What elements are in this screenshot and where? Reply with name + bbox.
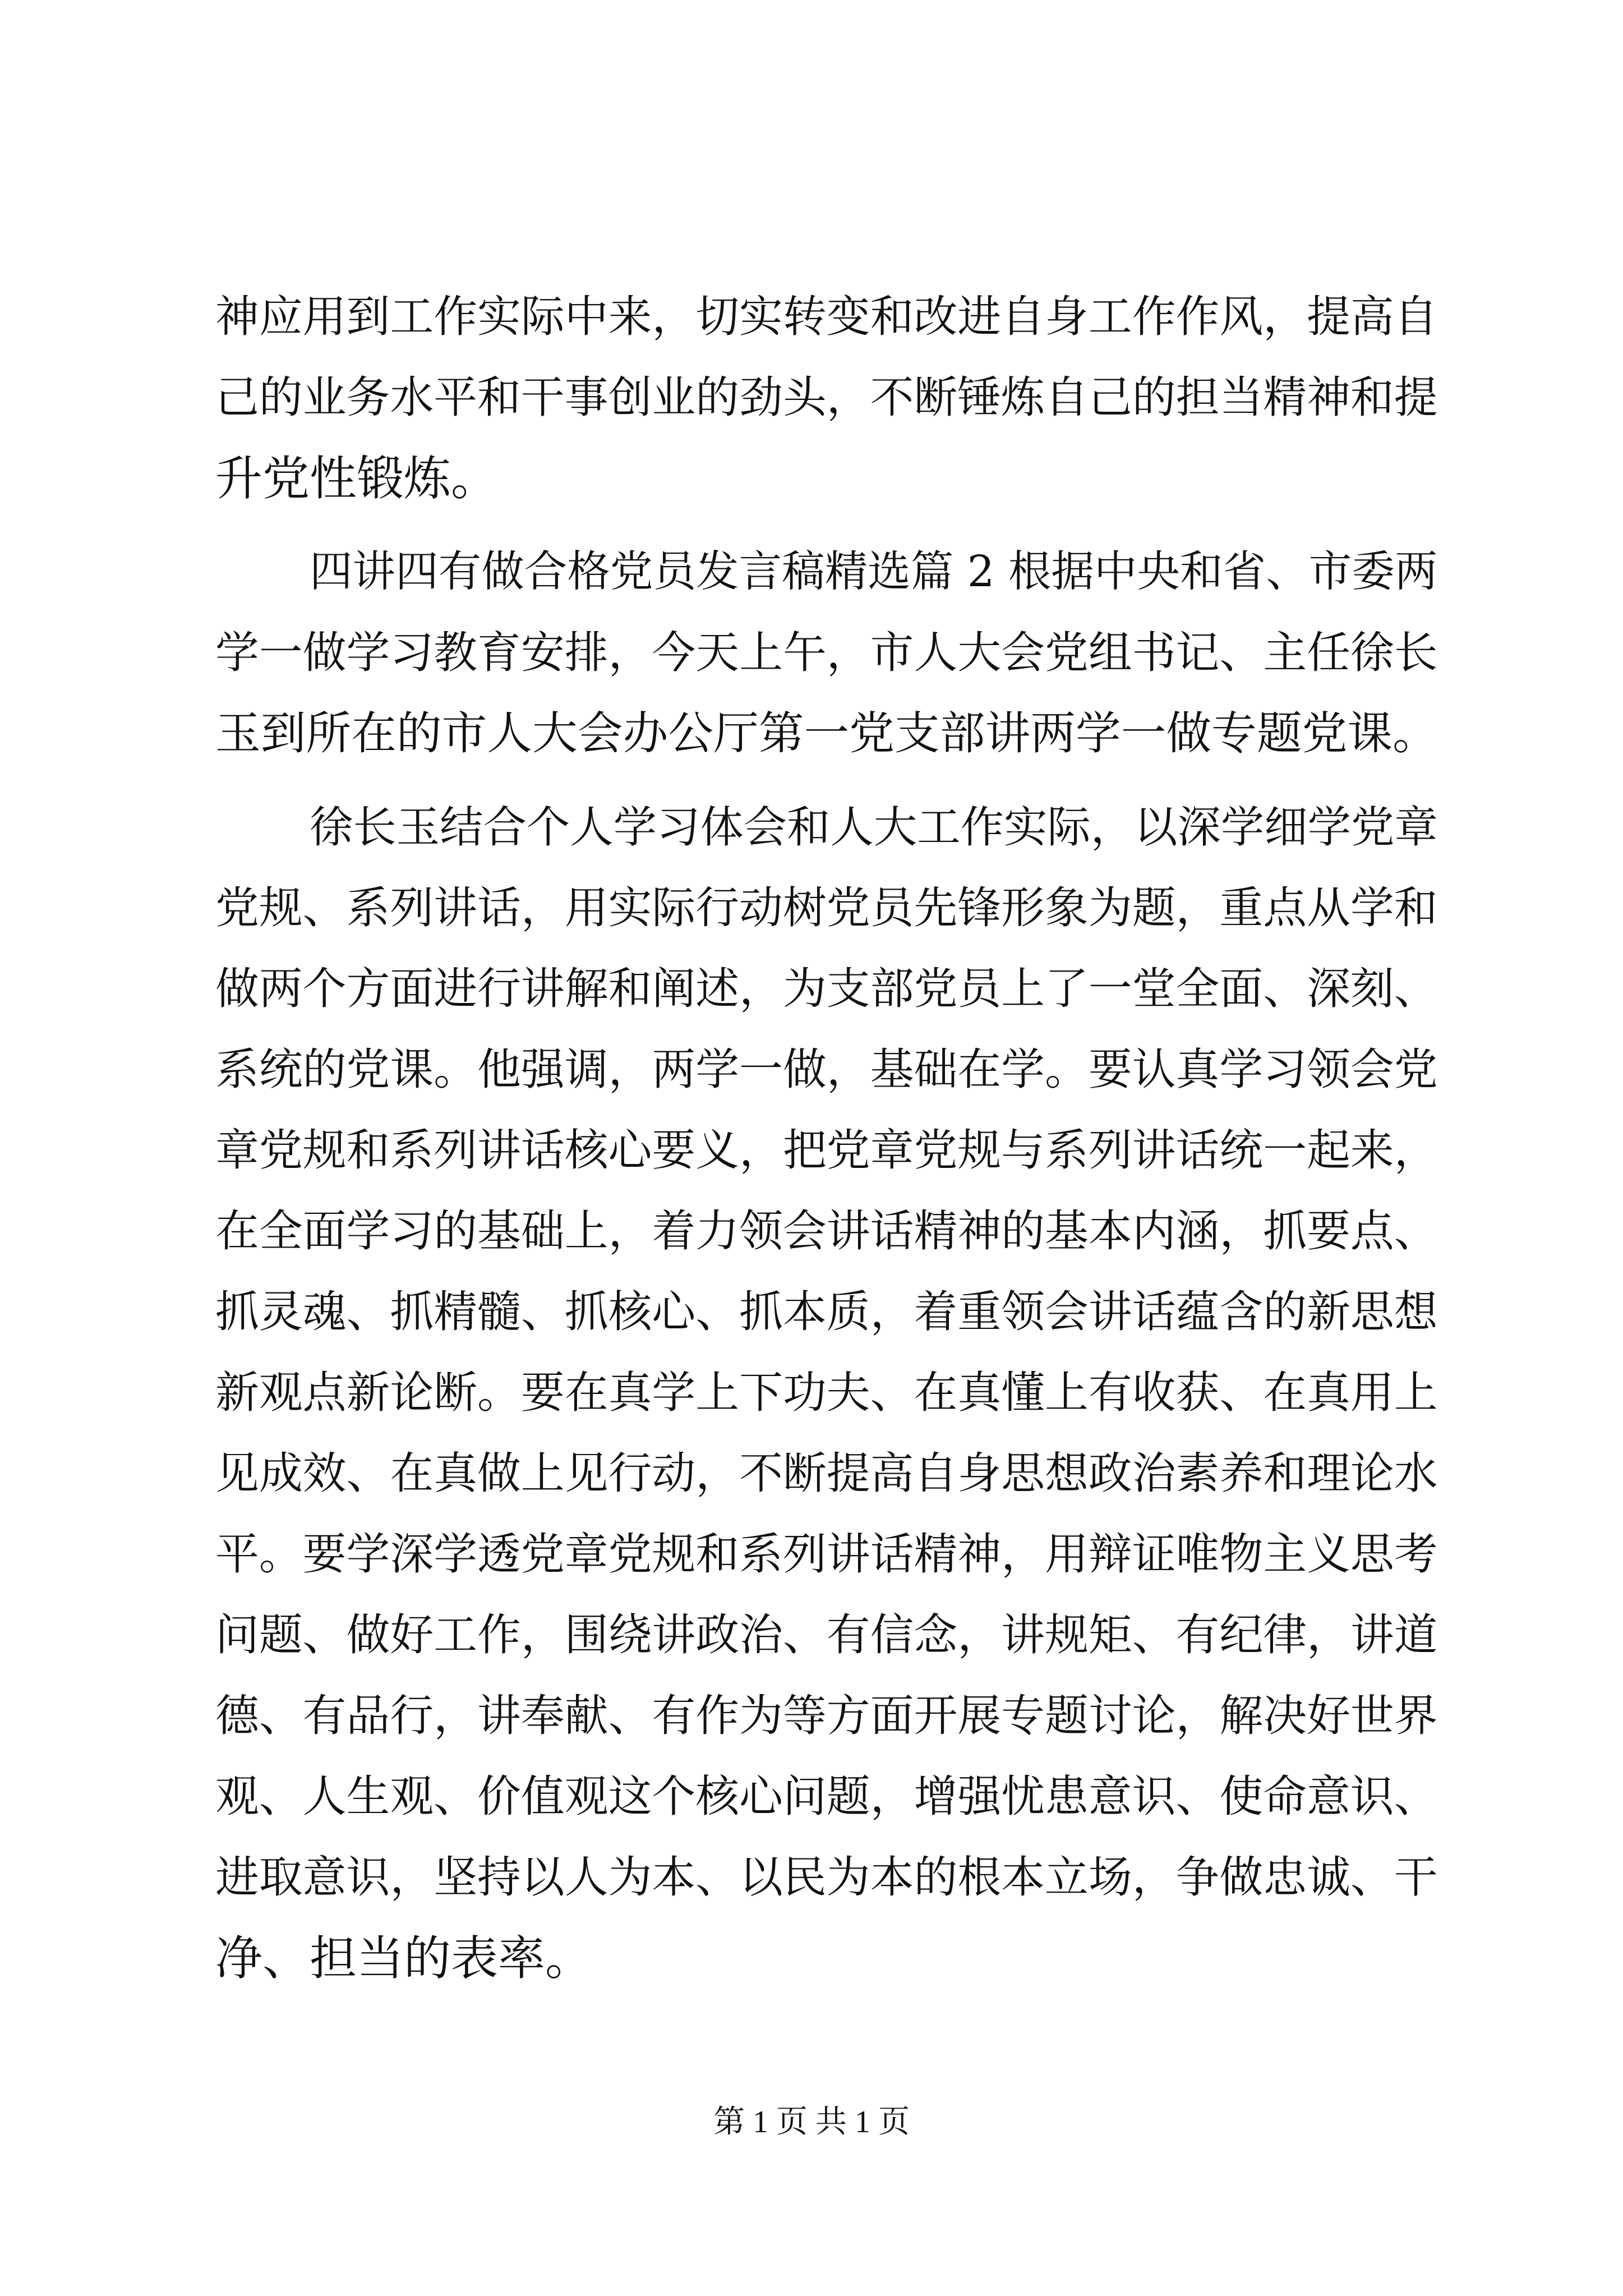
text-line-18: 德、有品行，讲奉献、有作为等方面开展专题讨论，解决好世界 xyxy=(215,1691,1438,1741)
text-line-19: 观、人生观、价值观这个核心问题，增强忧患意识、使命意识、 xyxy=(215,1772,1438,1822)
text-line-20: 进取意识，坚持以人为本、以民为本的根本立场，争做忠诚、干 xyxy=(215,1852,1438,1903)
text-line-7: 徐长玉结合个人学习体会和人大工作实际，以深学细学党章 xyxy=(310,802,1438,853)
text-line-4: 四讲四有做合格党员发言稿精选篇 2 根据中央和省、市委两 xyxy=(310,547,1438,597)
text-line-9: 做两个方面进行讲解和阐述，为支部党员上了一堂全面、深刻、 xyxy=(215,964,1438,1014)
text-line-8: 党规、系列讲话，用实际行动树党员先锋形象为题，重点从学和 xyxy=(215,883,1438,933)
text-line-5: 学一做学习教育安排，今天上午，市人大会党组书记、主任徐长 xyxy=(215,628,1438,678)
text-line-21: 净、担当的表率。 xyxy=(215,1931,593,1986)
text-line-13: 抓灵魂、抓精髓、抓核心、抓本质，着重领会讲话蕴含的新思想 xyxy=(215,1287,1438,1337)
text-line-11: 章党规和系列讲话核心要义，把党章党规与系列讲话统一起来， xyxy=(215,1125,1438,1176)
text-line-14: 新观点新论断。要在真学上下功夫、在真懂上有收获、在真用上 xyxy=(215,1368,1438,1418)
text-line-15: 见成效、在真做上见行动，不断提高自身思想政治素养和理论水 xyxy=(215,1448,1438,1499)
page-footer: 第 1 页 共 1 页 xyxy=(713,2105,910,2139)
text-line-12: 在全面学习的基础上，着力领会讲话精神的基本内涵，抓要点、 xyxy=(215,1206,1438,1257)
text-line-1: 神应用到工作实际中来，切实转变和改进自身工作作风，提高自 xyxy=(215,292,1438,342)
text-line-10: 系统的党课。他强调，两学一做，基础在学。要认真学习领会党 xyxy=(215,1045,1438,1095)
text-line-2: 己的业务水平和干事创业的劲头，不断锤炼自己的担当精神和提 xyxy=(215,372,1438,423)
text-line-17: 问题、做好工作，围绕讲政治、有信念，讲规矩、有纪律，讲道 xyxy=(215,1610,1438,1660)
text-line-6: 玉到所在的市人大会办公厅第一党支部讲两学一做专题党课。 xyxy=(215,707,1438,760)
text-line-3: 升党性锻炼。 xyxy=(215,451,499,506)
text-line-16: 平。要学深学透党章党规和系列讲话精神，用辩证唯物主义思考 xyxy=(215,1529,1438,1580)
